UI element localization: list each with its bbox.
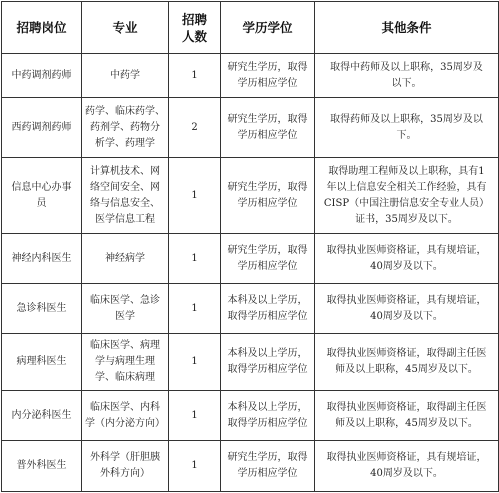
- cell-count: 1: [169, 158, 221, 234]
- cell-position: [2, 234, 82, 284]
- cell-major: [82, 334, 169, 391]
- table-row: [2, 391, 499, 441]
- table-row: [2, 284, 499, 334]
- degree-line: 本科及以上学历，: [227, 401, 308, 413]
- degree-line: 研究生学历，取得: [227, 452, 308, 463]
- major-line: 析学、药理学: [95, 137, 155, 149]
- major-line: 临床医学、内科: [90, 401, 160, 413]
- position-line: 内分泌科医生: [11, 409, 72, 421]
- cell-degree: [221, 158, 315, 234]
- conditions-line: 取得执业医师资格证，取得副主任医: [326, 348, 487, 359]
- conditions-line: 取得执业医师资格证，具有规培证，: [326, 294, 487, 306]
- degree-line: 研究生学历，取得: [227, 244, 308, 256]
- degree-line: 学历相应学位: [237, 260, 298, 272]
- cell-position: [2, 98, 82, 158]
- recruitment-table: [1, 1, 499, 492]
- cell-major: [82, 98, 169, 158]
- cell-conditions: [315, 54, 499, 98]
- conditions-line: 取得执业医师资格证，取得副主任医: [326, 401, 487, 413]
- degree-line: 学历相应学位: [237, 197, 298, 209]
- degree-line: 研究生学历，取得: [227, 61, 308, 73]
- cell-count: 1: [169, 334, 221, 391]
- degree-line: 取得学历相应学位: [227, 417, 308, 429]
- position-line: 神经内科医生: [11, 252, 72, 264]
- header-major: 专业: [82, 2, 169, 54]
- degree-line: 研究生学历，取得: [227, 181, 308, 193]
- degree-line: 本科及以上学历，: [227, 348, 308, 359]
- cell-degree: [221, 234, 315, 284]
- cell-conditions: [315, 441, 499, 492]
- position-line: 员: [36, 197, 47, 209]
- cell-count: 1: [169, 234, 221, 284]
- table-row: [2, 54, 499, 98]
- header-position: 招聘岗位: [2, 2, 82, 54]
- degree-line: 本科及以上学历，: [227, 294, 308, 306]
- major-line: 临床医学、急诊: [90, 294, 160, 306]
- major-line: 学、临床病理: [95, 372, 155, 383]
- conditions-line: 师及以上职称，45周岁及以下。: [335, 364, 478, 375]
- major-line: 计算机技术、网: [90, 165, 160, 177]
- major-line: 药学、临床药学、: [85, 105, 165, 117]
- cell-degree: [221, 334, 315, 391]
- major-line: 医学信息工程: [95, 213, 155, 225]
- conditions-line: 下。: [396, 129, 417, 141]
- header-count: [169, 2, 221, 54]
- conditions-line: 40周岁及以下。: [370, 310, 443, 322]
- degree-line: 取得学历相应学位: [227, 310, 308, 322]
- conditions-line: 40周岁及以下。: [370, 260, 443, 272]
- cell-degree: [221, 98, 315, 158]
- cell-conditions: [315, 98, 499, 158]
- major-line: 药剂学、药物分: [90, 121, 160, 133]
- table-row: [2, 158, 499, 234]
- cell-major: [82, 54, 169, 98]
- cell-major: [82, 441, 169, 492]
- position-line: 西药调剂药师: [11, 121, 72, 133]
- cell-position: [2, 54, 82, 98]
- position-line: 普外科医生: [16, 460, 67, 471]
- table-row: [2, 441, 499, 492]
- conditions-line: 取得药师及以上职称，35周岁及以: [330, 113, 483, 125]
- cell-major: [82, 284, 169, 334]
- cell-degree: [221, 391, 315, 441]
- position-line: 中药调剂药师: [11, 69, 72, 81]
- conditions-line: 40周岁及以下。: [370, 468, 443, 479]
- table-row: [2, 334, 499, 391]
- cell-count: 2: [169, 98, 221, 158]
- cell-position: [2, 284, 82, 334]
- header-row: [2, 2, 499, 54]
- degree-line: 学历相应学位: [237, 129, 298, 141]
- header-conditions: 其他条件: [315, 2, 499, 54]
- header-count-line1: 招聘: [181, 11, 207, 27]
- cell-position: [2, 391, 82, 441]
- cell-position: [2, 441, 82, 492]
- degree-line: 取得学历相应学位: [227, 364, 308, 375]
- cell-major: [82, 391, 169, 441]
- cell-degree: [221, 54, 315, 98]
- conditions-line: 取得中药师及以上职称，35周岁及: [330, 61, 483, 73]
- cell-major: [82, 158, 169, 234]
- cell-position: [2, 334, 82, 391]
- cell-count: 1: [169, 391, 221, 441]
- major-line: 神经病学: [105, 252, 145, 264]
- cell-count: 1: [169, 441, 221, 492]
- cell-count: 1: [169, 284, 221, 334]
- position-line: 病理科医生: [16, 356, 67, 367]
- major-line: 学（内分泌方向）: [85, 417, 165, 429]
- table-row: [2, 234, 499, 284]
- conditions-line: 取得执业医师资格证，具有规培证，: [326, 244, 487, 256]
- cell-major: [82, 234, 169, 284]
- major-line: 外科学（肝胆胰: [90, 452, 160, 463]
- degree-line: 研究生学历，取得: [227, 113, 308, 125]
- cell-conditions: [315, 334, 499, 391]
- position-line: 急诊科医生: [16, 302, 67, 314]
- cell-position: [2, 158, 82, 234]
- cell-conditions: [315, 391, 499, 441]
- major-line: 络空间安全、网: [90, 181, 160, 193]
- degree-line: 学历相应学位: [237, 77, 298, 89]
- major-line: 临床医学、病理: [90, 340, 160, 351]
- conditions-line: 师及以上职称，45周岁及以下。: [335, 417, 478, 429]
- major-line: 医学: [115, 310, 135, 322]
- header-degree: 学历学位: [221, 2, 315, 54]
- position-line: 信息中心办事: [11, 181, 72, 193]
- table-row: [2, 98, 499, 158]
- cell-count: 1: [169, 54, 221, 98]
- conditions-line: 年以上信息安全相关工作经验，具有: [326, 181, 487, 193]
- major-line: 中药学: [110, 69, 140, 81]
- cell-conditions: [315, 284, 499, 334]
- header-count-line2: 人数: [181, 28, 207, 44]
- cell-conditions: [315, 234, 499, 284]
- cell-conditions: [315, 158, 499, 234]
- major-line: 络与信息安全、: [90, 197, 160, 209]
- cell-degree: [221, 441, 315, 492]
- major-line: 外科方向）: [100, 468, 150, 479]
- conditions-line: 以下。: [391, 77, 422, 89]
- conditions-line: CISP（中国注册信息安全专业人员）: [323, 197, 490, 209]
- conditions-line: 取得助理工程师及以上职称，具有1: [328, 165, 485, 177]
- degree-line: 学历相应学位: [237, 468, 298, 479]
- conditions-line: 取得执业医师资格证，具有规培证，: [326, 452, 487, 463]
- cell-degree: [221, 284, 315, 334]
- conditions-line: 证书，35周岁及以下。: [355, 213, 458, 225]
- major-line: 学与病理生理: [95, 356, 155, 367]
